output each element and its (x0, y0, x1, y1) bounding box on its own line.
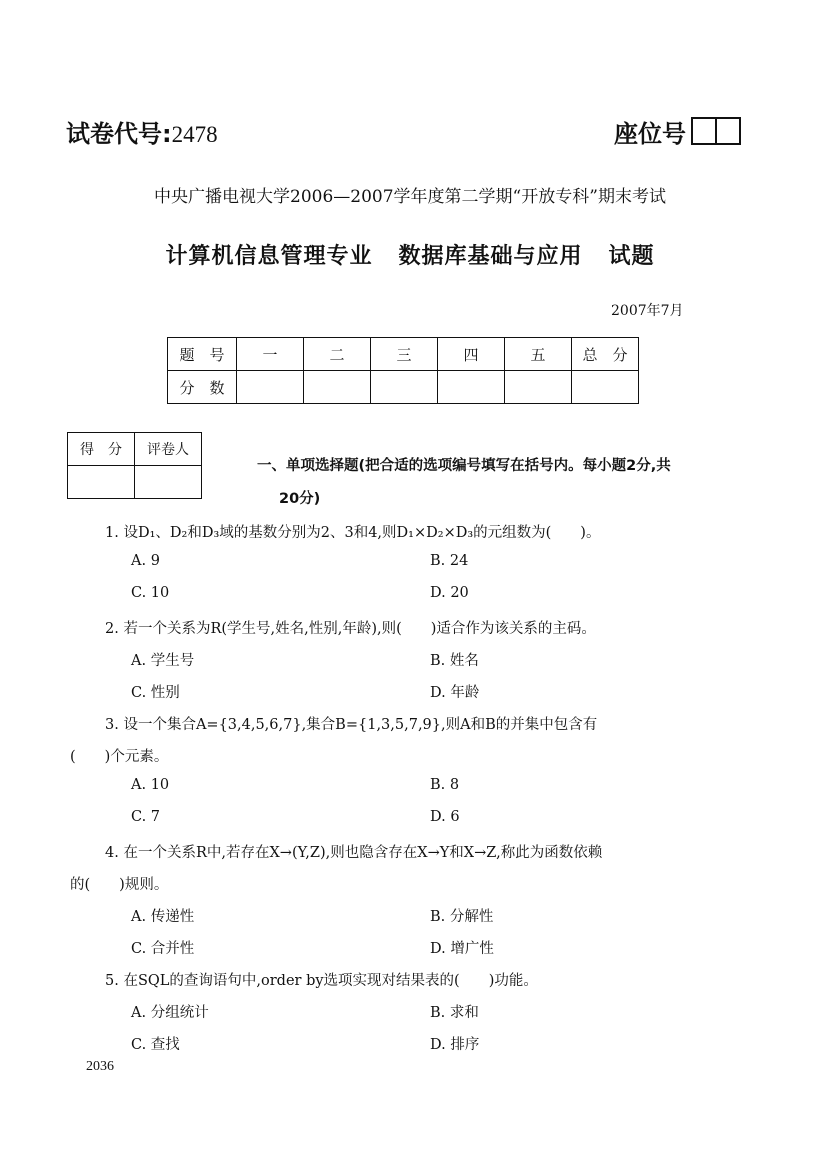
question-stem-cont: ( )个元素。 (70, 749, 169, 765)
question-stem: 2. 若一个关系为R(学生号,姓名,性别,年龄),则( )适合作为该关系的主码。 (105, 621, 596, 637)
score-input-cell[interactable] (68, 466, 135, 499)
option-b: B. 8 (430, 777, 460, 793)
score-input-cell[interactable] (438, 371, 505, 404)
score-input-cell[interactable] (304, 371, 371, 404)
table-row (68, 433, 202, 466)
table-cell: 题 号 (168, 338, 237, 371)
option-c: C. 查找 (131, 1037, 180, 1053)
table-row (68, 466, 202, 499)
question-stem: 3. 设一个集合A={3,4,5,6,7},集合B={1,3,5,7,9},则A和B的并集中包含有 (105, 717, 598, 733)
question-stem: 1. 设D₁、D₂和D₃域的基数分别为2、3和4,则D₁×D₂×D₃的元组数为( )。 (105, 525, 601, 541)
option-b: B. 求和 (430, 1005, 479, 1021)
option-a: A. 9 (131, 553, 160, 569)
option-c: C. 性别 (131, 685, 180, 701)
option-c: C. 7 (131, 809, 161, 825)
option-c: C. 10 (131, 585, 170, 601)
option-a: A. 分组统计 (131, 1005, 209, 1021)
option-a: A. 学生号 (131, 653, 195, 669)
table-cell: 三 (371, 338, 438, 371)
score-input-cell[interactable] (237, 371, 304, 404)
score-input-cell[interactable] (572, 371, 639, 404)
question-stem: 5. 在SQL的查询语句中,order by选项实现对结果表的( )功能。 (105, 973, 538, 989)
option-d: D. 6 (430, 809, 460, 825)
table-cell: 评卷人 (135, 433, 202, 466)
option-a: A. 传递性 (131, 909, 195, 925)
table-cell: 得 分 (68, 433, 135, 466)
table-cell: 四 (438, 338, 505, 371)
score-input-cell[interactable] (505, 371, 572, 404)
option-b: B. 24 (430, 553, 469, 569)
table-cell: 五 (505, 338, 572, 371)
exam-code (66, 114, 218, 149)
exam-subtitle: 中央广播电视大学2006—2007学年度第二学期“开放专科”期末考试 (154, 187, 666, 207)
option-d: D. 排序 (430, 1037, 480, 1053)
table-cell: 一 (237, 338, 304, 371)
grader-table (67, 432, 202, 499)
question-stem-cont: 的( )规则。 (70, 877, 169, 893)
exam-code-number: 2478 (171, 122, 218, 147)
option-c: C. 合并性 (131, 941, 195, 957)
section-heading-cont: 20分) (279, 491, 321, 507)
table-row (168, 371, 639, 404)
score-summary-table (167, 337, 639, 404)
exam-code-label: 试卷代号: (66, 120, 172, 148)
option-d: D. 20 (430, 585, 469, 601)
table-cell: 总 分 (572, 338, 639, 371)
question-stem: 4. 在一个关系R中,若存在X→(Y,Z),则也隐含存在X→Y和X→Z,称此为函数依赖 (105, 845, 603, 861)
grader-input-cell[interactable] (135, 466, 202, 499)
page-title: 计算机信息管理专业 数据库基础与应用 试题 (165, 244, 655, 269)
option-b: B. 姓名 (430, 653, 479, 669)
exam-date: 2007年7月 (611, 303, 684, 319)
table-cell: 二 (304, 338, 371, 371)
option-d: D. 增广性 (430, 941, 494, 957)
seat-number-box (691, 117, 741, 145)
option-a: A. 10 (131, 777, 170, 793)
table-row (168, 338, 639, 371)
option-b: B. 分解性 (430, 909, 494, 925)
score-input-cell[interactable] (371, 371, 438, 404)
seat-label: 座位号 (614, 120, 686, 148)
table-cell: 分 数 (168, 371, 237, 404)
option-d: D. 年龄 (430, 685, 480, 701)
page-footer-code: 2036 (86, 1059, 114, 1074)
section-heading: 一、单项选择题(把合适的选项编号填写在括号内。每小题2分,共 (257, 458, 671, 474)
